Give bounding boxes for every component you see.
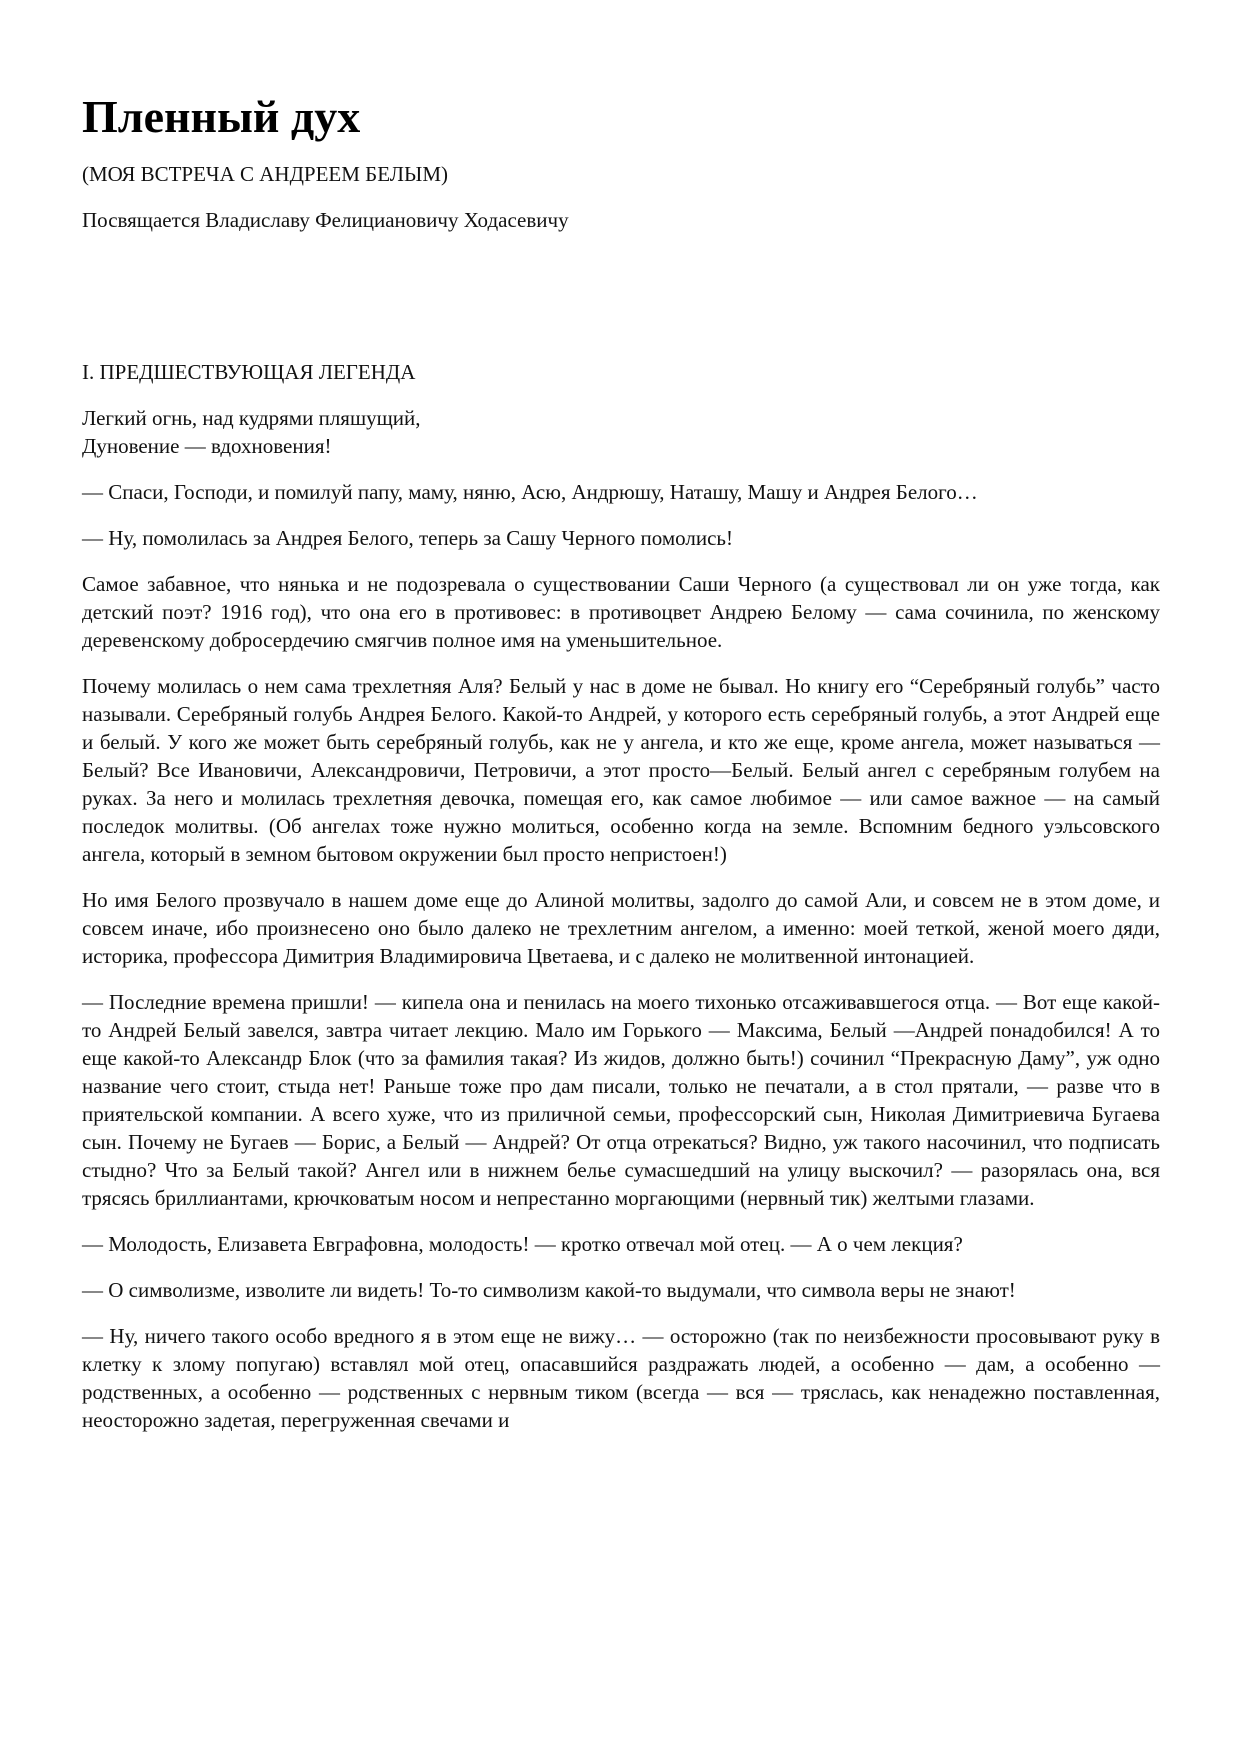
paragraph: — О символизме, изволите ли видеть! То-то символизм какой-то выдумали, что символа веры не знают! [82,1278,1016,1302]
paragraph: — Спаси, Господи, и помилуй папу, маму, няню, Асю, Андрюшу, Наташу, Машу и Андрея Белого… [82,480,978,504]
section-heading: I. ПРЕДШЕСТВУЮЩАЯ ЛЕГЕНДА [82,360,416,384]
paragraph: Но имя Белого прозвучало в нашем доме еще до Алиной молитвы, задолго до самой Али, и совсем не в этом доме, и совсем иначе, ибо произнесено оно было далеко не трехлетним ангелом, а именно: моей теткой, женой моего дяди, историка, профессора Димитрия Владимировича Цветаева, и с далеко не молитвенной интонацией. [82,888,1160,968]
paragraph: — Ну, помолилась за Андрея Белого, теперь за Сашу Черного помолись! [82,526,733,550]
document-page [82,90,1160,1434]
paragraph: — Последние времена пришли! — кипела она и пенилась на моего тихонько отсаживавшегося отца. — Вот еще какой-то Андрей Белый завелся, завтра читает лекцию. Мало им Горького — Максима, Белый —Андрей понадобился! А то еще какой-то Александр Блок (что за фамилия такая? Из жидов, должно быть!) сочинил “Прекрасную Даму”, уж одно название чего стоит, стыда нет! Раньше тоже про дам писали, только не печатали, а в стол прятали, — разве что в приятельской компании. А всего хуже, что из приличной семьи, профессорский сын, Николая Димитриевича Бугаева сын. Почему не Бугаев — Борис, а Белый — Андрей? От отца отрекаться? Видно, уж такого насочинил, что подписать стыдно? Что за Белый такой? Ангел или в нижнем белье сумасшедший на улицу выскочил? — разорялась она, вся трясясь бриллиантами, крючковатым носом и непрестанно моргающими (нервный тик) желтыми глазами. [82,990,1160,1210]
epigraph [82,404,1160,460]
document-title: Пленный дух [82,91,361,142]
paragraph: Самое забавное, что нянька и не подозревала о существовании Саши Черного (а существовал ли он уже тогда, как детский поэт? 1916 год), что она его в противовес: в противоцвет Андрею Белому — сама сочинила, по женскому деревенскому добросердечию смягчив полное имя на уменьшительное. [82,572,1160,652]
paragraph: — Молодость, Елизавета Евграфовна, молодость! — кротко отвечал мой отец. — А о чем лекция? [82,1232,963,1256]
document-subtitle: (МОЯ ВСТРЕЧА С АНДРЕЕМ БЕЛЫМ) [82,162,448,186]
epigraph-line: Дуновение — вдохновения! [82,434,332,458]
dedication: Посвящается Владиславу Фелициановичу Ходасевичу [82,208,569,232]
paragraph: Почему молилась о нем сама трехлетняя Аля? Белый у нас в доме не бывал. Но книгу его “Серебряный голубь” часто называли. Серебряный голубь Андрея Белого. Какой-то Андрей, у которого есть серебряный голубь, а этот Андрей еще и белый. У кого же может быть серебряный голубь, как не у ангела, и кто же еще, кроме ангела, может называться — Белый? Все Ивановичи, Александровичи, Петровичи, а этот просто—Белый. Белый ангел с серебряным голубем на руках. За него и молилась трехлетняя девочка, помещая его, как самое любимое — или самое важное — на самый последок молитвы. (Об ангелах тоже нужно молиться, особенно когда на земле. Вспомним бедного уэльсовского ангела, который в земном бытовом окружении был просто непристоен!) [82,674,1160,866]
epigraph-line: Легкий огнь, над кудрями пляшущий, [82,406,421,430]
paragraph: — Ну, ничего такого особо вредного я в этом еще не вижу… — осторожно (так по неизбежности просовывают руку в клетку к злому попугаю) вставлял мой отец, опасавшийся раздражать людей, а особенно — дам, а особенно — родственных, а особенно — родственных с нервным тиком (всегда — вся — тряслась, как ненадежно поставленная, неосторожно задетая, перегруженная свечами и [82,1324,1160,1432]
